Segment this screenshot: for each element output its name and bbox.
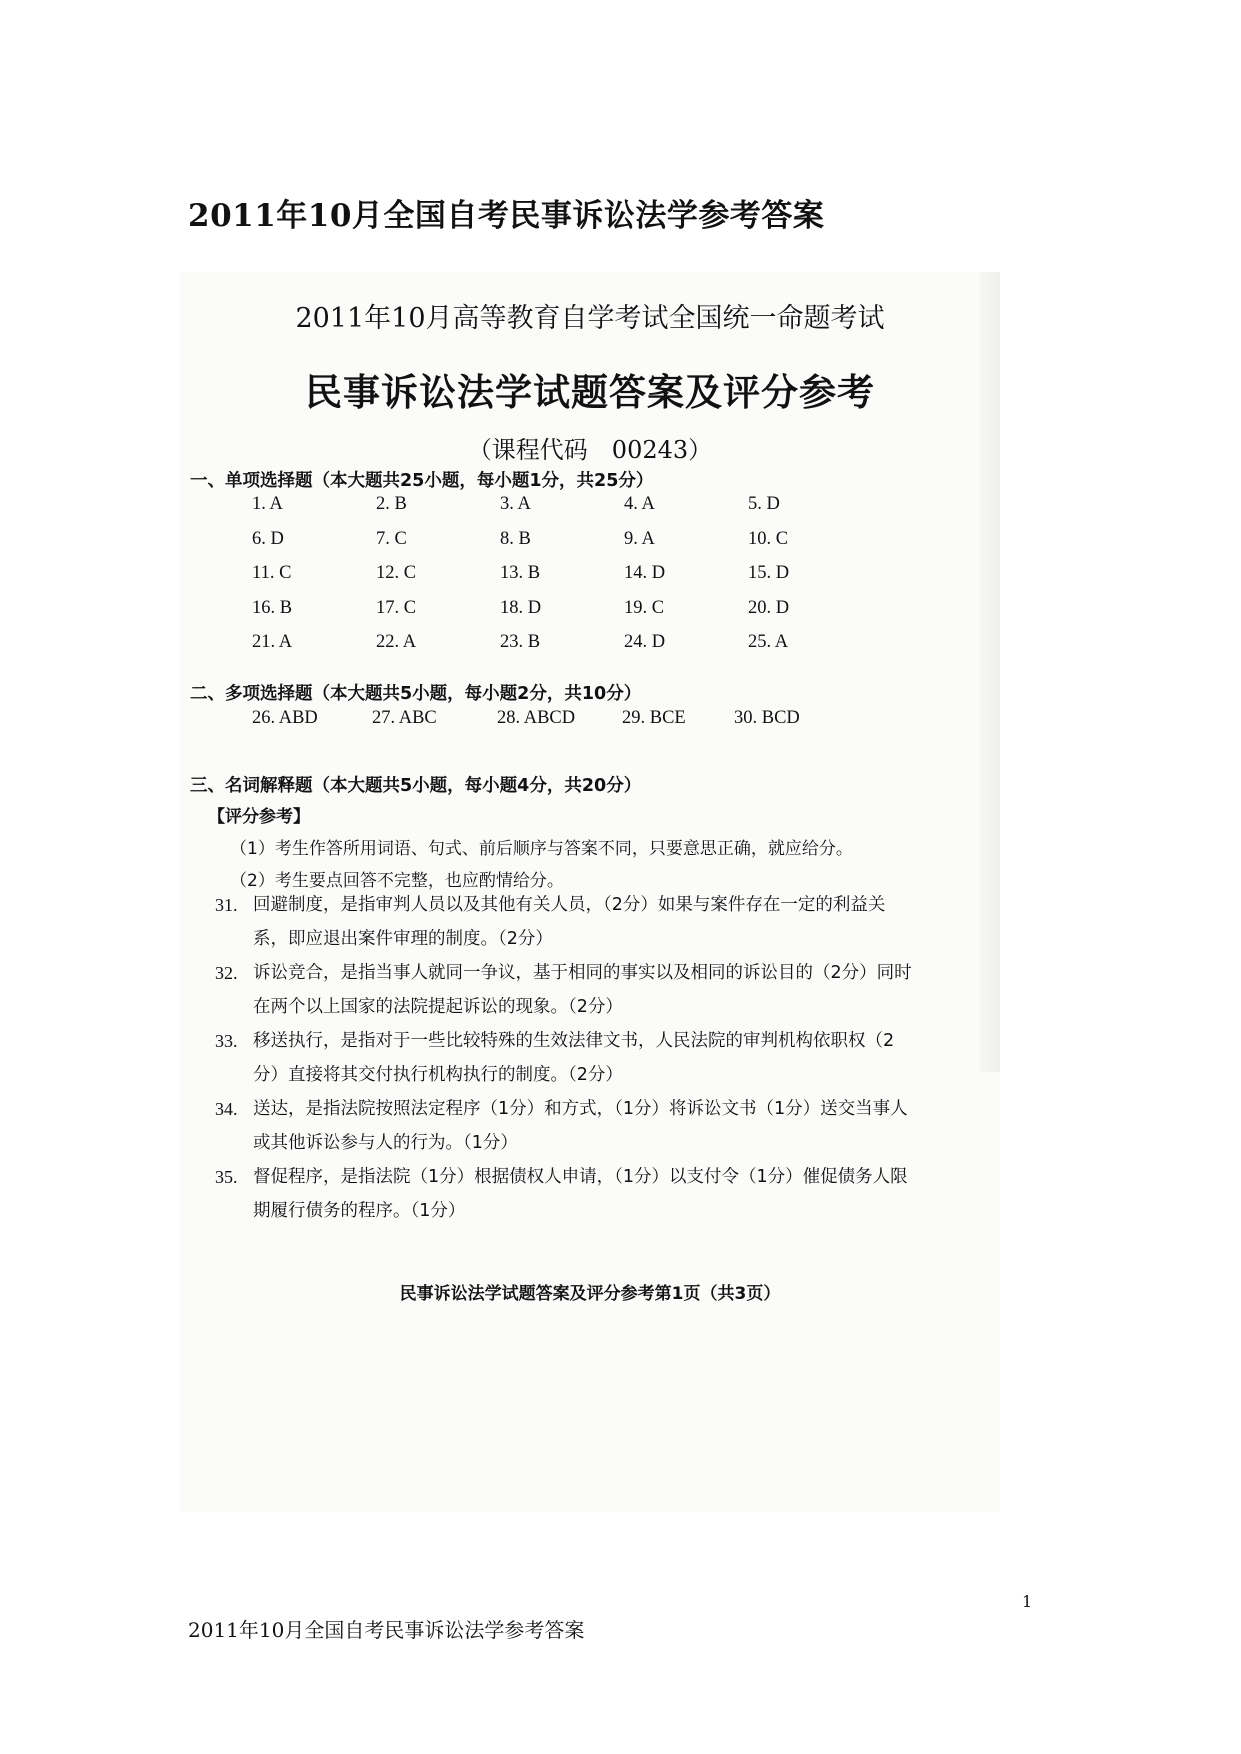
answer-item: 6. D [252,528,284,549]
section2-title: 二、多项选择题（本大题共5小题，每小题2分，共10分） [190,684,642,704]
answer-item: 4. A [624,494,655,514]
answer-item: 12. C [376,563,417,583]
definition-text: 诉讼竞合，是指当事人就同一争议，基于相同的事实以及相同的诉讼目的（2分）同时在两个以上国家的法院提起诉讼的现象。（2分） [253,963,912,1017]
answer-item: 11. C [252,563,292,583]
answer-item: 9. A [624,528,655,549]
answer-item: 13. B [500,563,541,583]
answer-item: 26. ABD [252,708,318,728]
answer-item: 22. A [376,632,417,652]
answer-item: 20. D [748,597,790,618]
answer-item: 24. D [624,632,666,652]
definition-item [215,888,915,956]
scoring-note: （2）考生要点回答不完整，也应酌情给分。 [230,871,564,891]
definition-number: 34. [215,1099,238,1119]
exam-header-line3: （课程代码 00243） [467,436,713,464]
definition-number: 32. [215,963,238,983]
section2-answer-grid [252,708,858,743]
definition-text: 回避制度，是指审判人员以及其他有关人员，（2分）如果与案件存在一定的利益关系，即应退出案件审理的制度。（2分） [253,895,886,949]
answer-item: 25. A [748,632,789,652]
scan-page-footer: 民事诉讼法学试题答案及评分参考第1页（共3页） [399,1284,781,1304]
definition-number: 35. [215,1167,238,1187]
answer-item: 30. BCD [734,708,800,728]
definition-item [215,956,915,1024]
document-footer: 2011年10月全国自考民事诉讼法学参考答案 [188,1618,585,1642]
exam-header-line2: 民事诉讼法学试题答案及评分参考 [305,370,875,414]
answer-item: 21. A [252,632,293,652]
scoring-note: （1）考生作答所用词语、句式、前后顺序与答案不同，只要意思正确，就应给分。 [230,839,853,859]
definition-item [215,1024,915,1092]
page-number: 1 [1022,1592,1033,1611]
definition-number: 33. [215,1031,238,1051]
answer-item: 7. C [376,528,407,549]
answer-item: 10. C [748,528,789,549]
answer-item: 14. D [624,563,666,583]
answer-item: 28. ABCD [497,708,576,728]
answer-item: 3. A [500,494,531,514]
definition-text: 督促程序，是指法院（1分）根据债权人申请，（1分）以支付令（1分）催促债务人限期履行债务的程序。（1分） [253,1167,908,1221]
section1-title: 一、单项选择题（本大题共25小题，每小题1分，共25分） [190,471,654,491]
definition-item [215,1160,915,1228]
answer-item: 29. BCE [622,708,686,728]
answer-item: 23. B [500,632,541,652]
definition-text: 移送执行，是指对于一些比较特殊的生效法律文书，人民法院的审判机构依职权（2分）直接将其交付执行机构执行的制度。（2分） [253,1031,895,1085]
definition-item [215,1092,915,1160]
answer-item: 19. C [624,597,665,618]
answer-item: 1. A [252,494,283,514]
answer-item: 18. D [500,597,542,618]
scoring-reference-label: 【评分参考】 [208,807,310,827]
document-title: 2011年10月全国自考民事诉讼法学参考答案 [188,198,825,234]
definition-text: 送达，是指法院按照法定程序（1分）和方式，（1分）将诉讼文书（1分）送交当事人或其他诉讼参与人的行为。（1分） [253,1099,908,1153]
definition-number: 31. [215,895,238,915]
answer-item: 15. D [748,563,790,583]
section1-answer-grid [252,494,872,667]
answer-item: 17. C [376,597,417,618]
answer-item: 16. B [252,597,293,618]
answer-item: 8. B [500,528,531,549]
answer-item: 2. B [376,494,407,514]
exam-header-line1: 2011年10月高等教育自学考试全国统一命题考试 [295,303,885,334]
answer-item: 27. ABC [372,708,437,728]
section3-title: 三、名词解释题（本大题共5小题，每小题4分，共20分） [190,776,642,796]
scanned-answer-sheet [180,272,1000,1512]
answer-item: 5. D [748,494,780,514]
